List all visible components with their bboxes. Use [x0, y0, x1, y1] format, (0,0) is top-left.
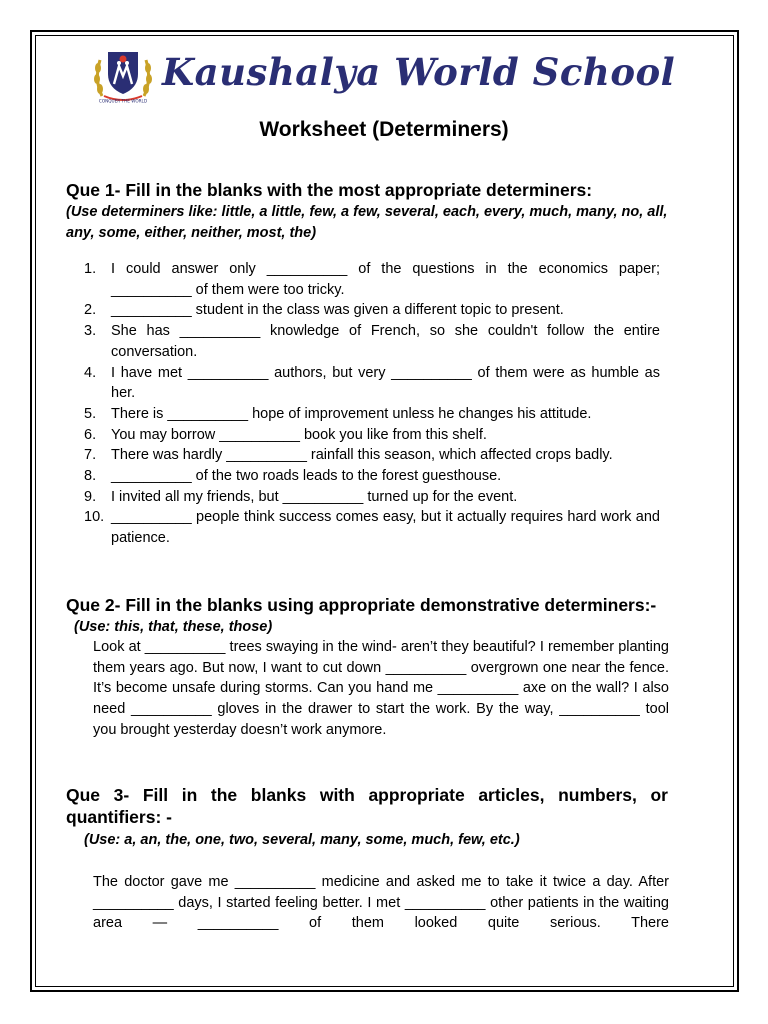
item-number: 1.: [84, 261, 97, 277]
item-number: 2.: [84, 302, 97, 319]
list-item: [84, 300, 660, 321]
item-text: I have met __________ authors, but very __________ of them were as humble as her.: [111, 364, 660, 402]
school-name: Kaushalya World School: [162, 50, 676, 94]
item-number: 5.: [84, 405, 97, 422]
item-text: There is __________ hope of improvement unless he changes his attitude.: [111, 405, 592, 422]
item-text: __________ student in the class was given a different topic to present.: [111, 302, 564, 319]
q3-heading: Que 3- Fill in the blanks with appropriate articles, numbers, or quantifiers: -: [66, 785, 668, 827]
list-item: [84, 363, 660, 404]
item-text: I could answer only __________ of the questions in the economics paper; __________ of them were too tricky.: [111, 261, 660, 298]
list-item: [84, 259, 660, 300]
school-header: [92, 44, 676, 106]
item-text: __________ people think success comes easy, but it actually requires hard work and patience.: [111, 509, 660, 547]
list-item: [84, 487, 660, 508]
item-text: You may borrow __________ book you like from this shelf.: [111, 426, 487, 443]
svg-text:CONQUER THE WORLD: CONQUER THE WORLD: [98, 98, 148, 104]
list-item: [84, 321, 660, 362]
item-number: 9.: [84, 488, 97, 505]
item-text: There was hardly __________ rainfall this season, which affected crops badly.: [111, 447, 613, 464]
list-item: [84, 445, 660, 466]
q2-heading: Que 2- Fill in the blanks using appropriate demonstrative determiners:-: [66, 595, 657, 615]
q3-paragraph: The doctor gave me __________ medicine and asked me to take it twice a day. After __________ days, I started feeling better. I met __________ other patients in the waiting area — __________ of them looked quite serious. There: [93, 874, 669, 932]
school-crest-logo: [92, 46, 154, 104]
q3-instruction: (Use: a, an, the, one, two, several, many, some, much, few, etc.): [84, 832, 520, 848]
item-number: 3.: [84, 323, 97, 340]
item-text: __________ of the two roads leads to the forest guesthouse.: [111, 468, 502, 485]
list-item: [84, 404, 660, 425]
list-item: [84, 466, 660, 487]
item-number: 10.: [84, 509, 105, 526]
q1-question-list: [84, 259, 660, 549]
list-item: [84, 425, 660, 446]
list-item: [84, 507, 660, 548]
item-text: She has __________ knowledge of French, so she couldn't follow the entire conversation.: [111, 323, 660, 360]
q1-instruction: (Use determiners like: little, a little, few, a few, several, each, every, much, many, no, all, any, some, either, neither, most, the): [66, 204, 668, 241]
item-text: I invited all my friends, but __________ turned up for the event.: [111, 488, 518, 505]
q1-heading: Que 1- Fill in the blanks with the most appropriate determiners:: [66, 180, 593, 200]
item-number: 7.: [84, 447, 97, 464]
item-number: 4.: [84, 364, 97, 381]
q2-paragraph: Look at __________ trees swaying in the wind- aren’t they beautiful? I remember planting them years ago. But now, I want to cut down __________ overgrown one near the fence. It’s become unsafe during storms. Can you hand me __________ axe on the wall? I also need __________ gloves in the drawer to start the work. By the way, __________ tool you brought yesterday doesn’t work anymore.: [93, 639, 669, 738]
q2-instruction: (Use: this, that, these, those): [74, 619, 273, 635]
item-number: 6.: [84, 426, 97, 443]
item-number: 8.: [84, 468, 97, 485]
worksheet-title: Worksheet (Determiners): [259, 118, 509, 141]
